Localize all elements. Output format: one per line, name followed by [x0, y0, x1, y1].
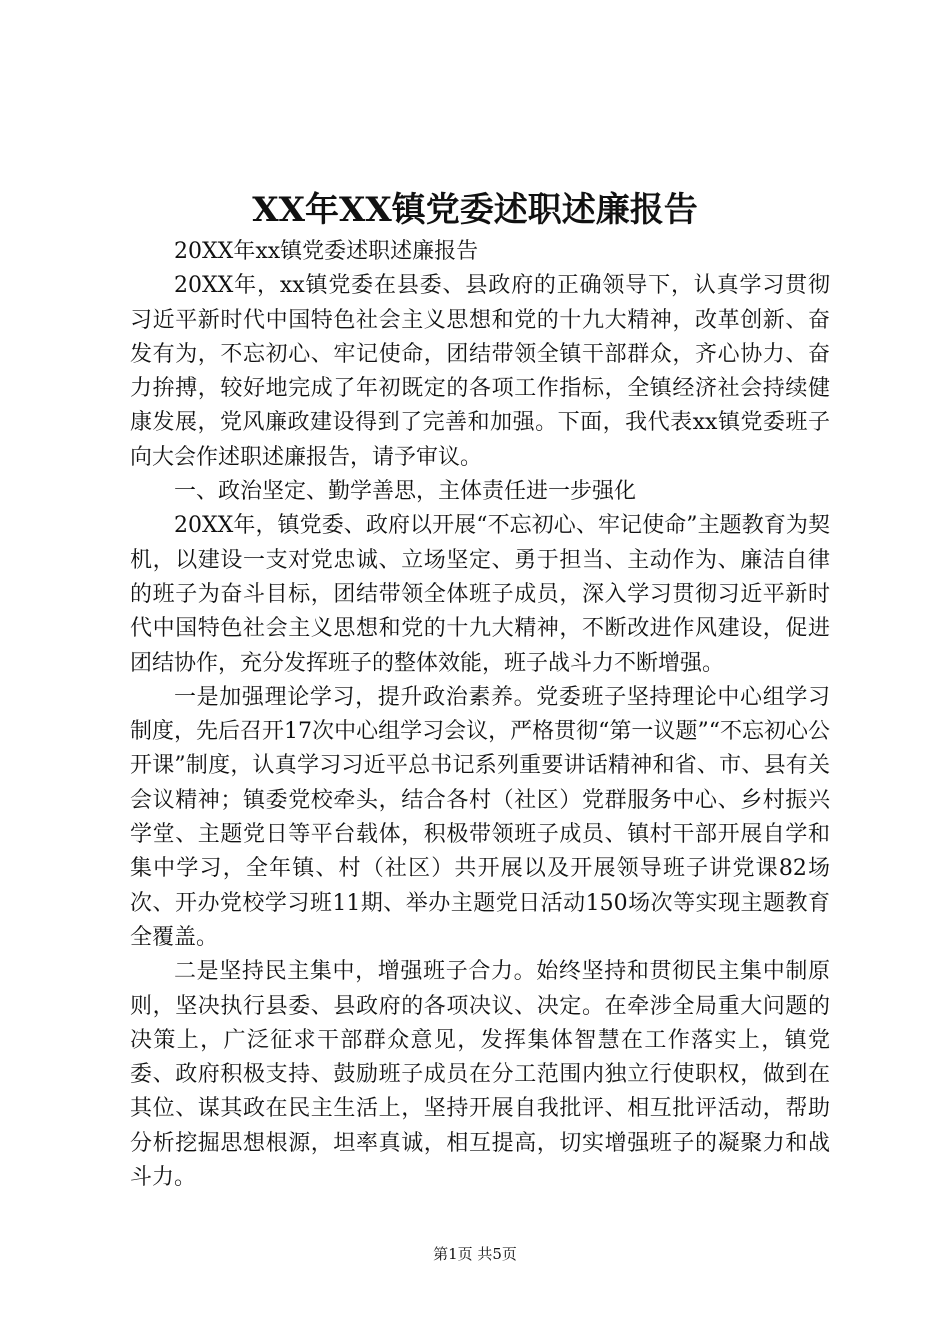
- paragraph-intro: 20XX年，xx镇党委在县委、县政府的正确领导下，认真学习贯彻习近平新时代中国特色社会主义思想和党的十九大精神，改革创新、奋发有为，不忘初心、牢记使命，团结带领全镇干部群众，齐心协力、奋力拚搏，较好地完成了年初既定的各项工作指标，全镇经济社会持续健康发展，党风廉政建设得到了完善和加强。下面，我代表xx镇党委班子向大会作述职述廉报告，请予审议。: [130, 273, 830, 470]
- section-heading-1: 一、政治坚定、勤学善思，主体责任进一步强化: [174, 479, 637, 505]
- paragraph-theory-study: 一是加强理论学习，提升政治素养。党委班子坚持理论中心组学习制度，先后召开17次中心组学习会议，严格贯彻“第一议题”“不忘初心公开课”制度，认真学习习近平总书记系列重要讲话精神和省、市、县有关会议精神；镇委党校牵头，结合各村（社区）党群服务中心、乡村振兴学堂、主题党日等平台载体，积极带领班子成员、镇村干部开展自学和集中学习，全年镇、村（社区）共开展以及开展领导班子讲党课82场次、开办党校学习班11期、举办主题党日活动150场次等实现主题教育全覆盖。: [130, 684, 830, 950]
- paragraph-section-1: 20XX年，镇党委、政府以开展“不忘初心、牢记使命”主题教育为契机，以建设一支对党忠诚、立场坚定、勇于担当、主动作为、廉洁自律的班子为奋斗目标，团结带领全体班子成员，深入学习贯彻习近平新时代中国特色社会主义思想和党的十九大精神，不断改进作风建设，促进团结协作，充分发挥班子的整体效能，班子战斗力不断增强。: [130, 513, 830, 676]
- paragraph-democratic-centralism: 二是坚持民主集中，增强班子合力。始终坚持和贯彻民主集中制原则，坚决执行县委、县政府的各项决议、决定。在牵涉全局重大问题的决策上，广泛征求干部群众意见，发挥集体智慧在工作落实上，镇党委、政府积极支持、鼓励班子成员在分工范围内独立行使职权，做到在其位、谋其政在民主生活上，坚持开展自我批评、相互批评活动，帮助分析挖掘思想根源，坦率真诚，相互提高，切实增强班子的凝聚力和战斗力。: [130, 959, 830, 1191]
- document-title: XX年XX镇党委述职述廉报告: [252, 190, 698, 230]
- document-subtitle: 20XX年xx镇党委述职述廉报告: [174, 239, 479, 264]
- document-body: [130, 235, 830, 1195]
- page-footer: 第1页 共5页: [433, 1245, 517, 1263]
